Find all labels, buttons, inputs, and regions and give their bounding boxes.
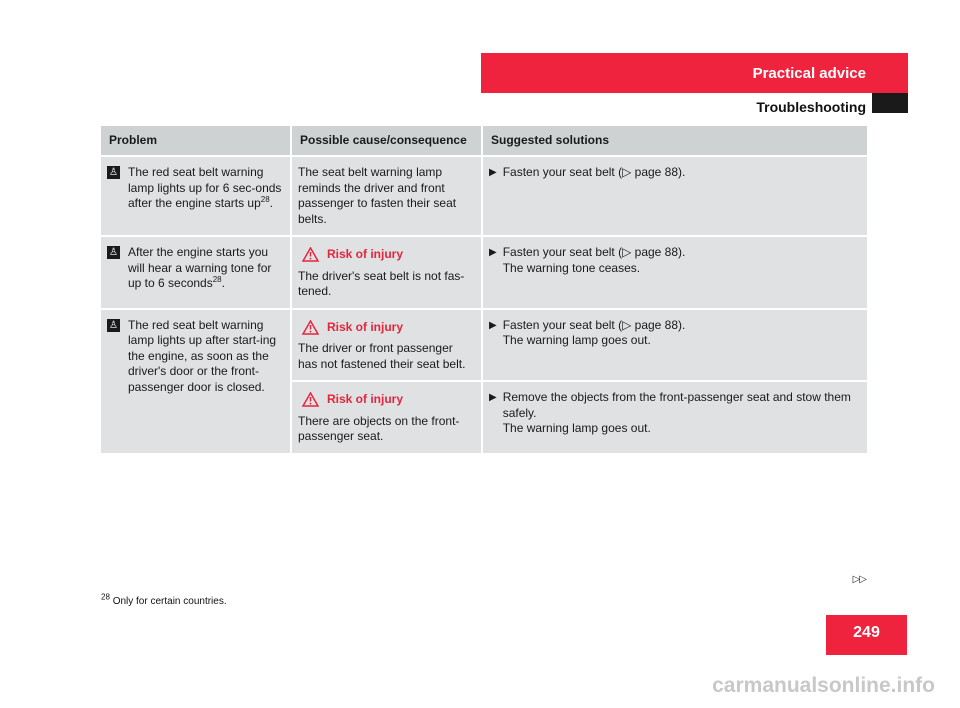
cause-cell [292,310,483,383]
cause-cell [292,237,483,310]
solution-cell [483,157,867,237]
action-arrow-icon: ▶ [489,319,497,331]
table-row [101,157,867,237]
cause-text: The driver or front passenger has not fastened their seat belt. [298,341,466,371]
action-arrow-icon: ▶ [489,167,497,178]
footnote-number: 28 [101,592,110,602]
troubleshooting-table [101,126,867,455]
header-tab-marker [872,93,908,113]
problem-cell [101,237,292,310]
problem-text: The red seat belt warning lamp lights up for 6 sec-onds after the engine starts $up^{28}$. [128,165,282,210]
solution-cell [483,310,867,383]
continue-marker: ▷▷ [852,574,866,585]
cause-text: The driver's seat belt is not fas-tened. [298,268,465,298]
solution-note: The warning lamp goes out. [502,421,651,435]
page-number: 249 [826,615,907,655]
solution-note: The warning tone ceases. [502,260,641,275]
solution-text: Remove the objects from the front-passenger seat and stow them safely. [502,390,851,420]
action-arrow-icon: ▶ [489,247,497,258]
solution-text: Fasten your seat belt (▷ page 88). [502,317,686,332]
cause-text: The seat belt warning lamp reminds the driver and front passenger to fasten their seat belts. [298,165,457,226]
cause-cell [292,157,483,237]
footnote-text: Only for certain countries. [112,596,227,607]
footnote [101,592,227,607]
warning-heading: Risk of injury [302,247,475,263]
warning-triangle-icon [302,392,319,407]
seat-belt-icon: ♙ [107,319,120,332]
action-arrow-icon: ▶ [489,392,497,403]
problem-cell [101,157,292,237]
section-header [481,53,908,93]
cause-cell [292,382,483,455]
warning-heading: Risk of injury [302,320,475,336]
column-header-cause: Possible cause/consequence [292,126,483,157]
section-title: Practical advice [752,64,866,82]
column-header-solutions: Suggested solutions [483,126,867,157]
watermark: carmanualsonline.info [712,674,935,697]
table-row [101,310,867,383]
warning-triangle-icon [302,247,319,262]
warning-heading: Risk of injury [302,392,475,408]
solution-text: Fasten your seat belt (▷ page 88). [502,165,686,179]
cause-text: There are objects on the front-passenger seat. [298,413,460,443]
solution-text: Fasten your seat belt (▷ page 88). [502,245,686,259]
subsection-title: Troubleshooting [756,99,866,115]
solution-cell [483,382,867,455]
problem-cell [101,310,292,455]
problem-text: The red seat belt warning lamp lights up after start-ing the engine, as soon as the driver's door or the front-passenger door is closed. [128,317,277,394]
solution-cell [483,237,867,310]
seat-belt-icon: ♙ [107,246,120,259]
seat-belt-icon: ♙ [107,166,120,179]
column-header-problem: Problem [101,126,292,157]
table-row [101,237,867,310]
solution-note: The warning lamp goes out. [502,333,651,347]
table-header-row [101,126,867,157]
problem-text: After the engine starts you will hear a warning tone for up to 6 seconds$^{28}$. [128,245,272,290]
warning-triangle-icon [302,320,319,335]
